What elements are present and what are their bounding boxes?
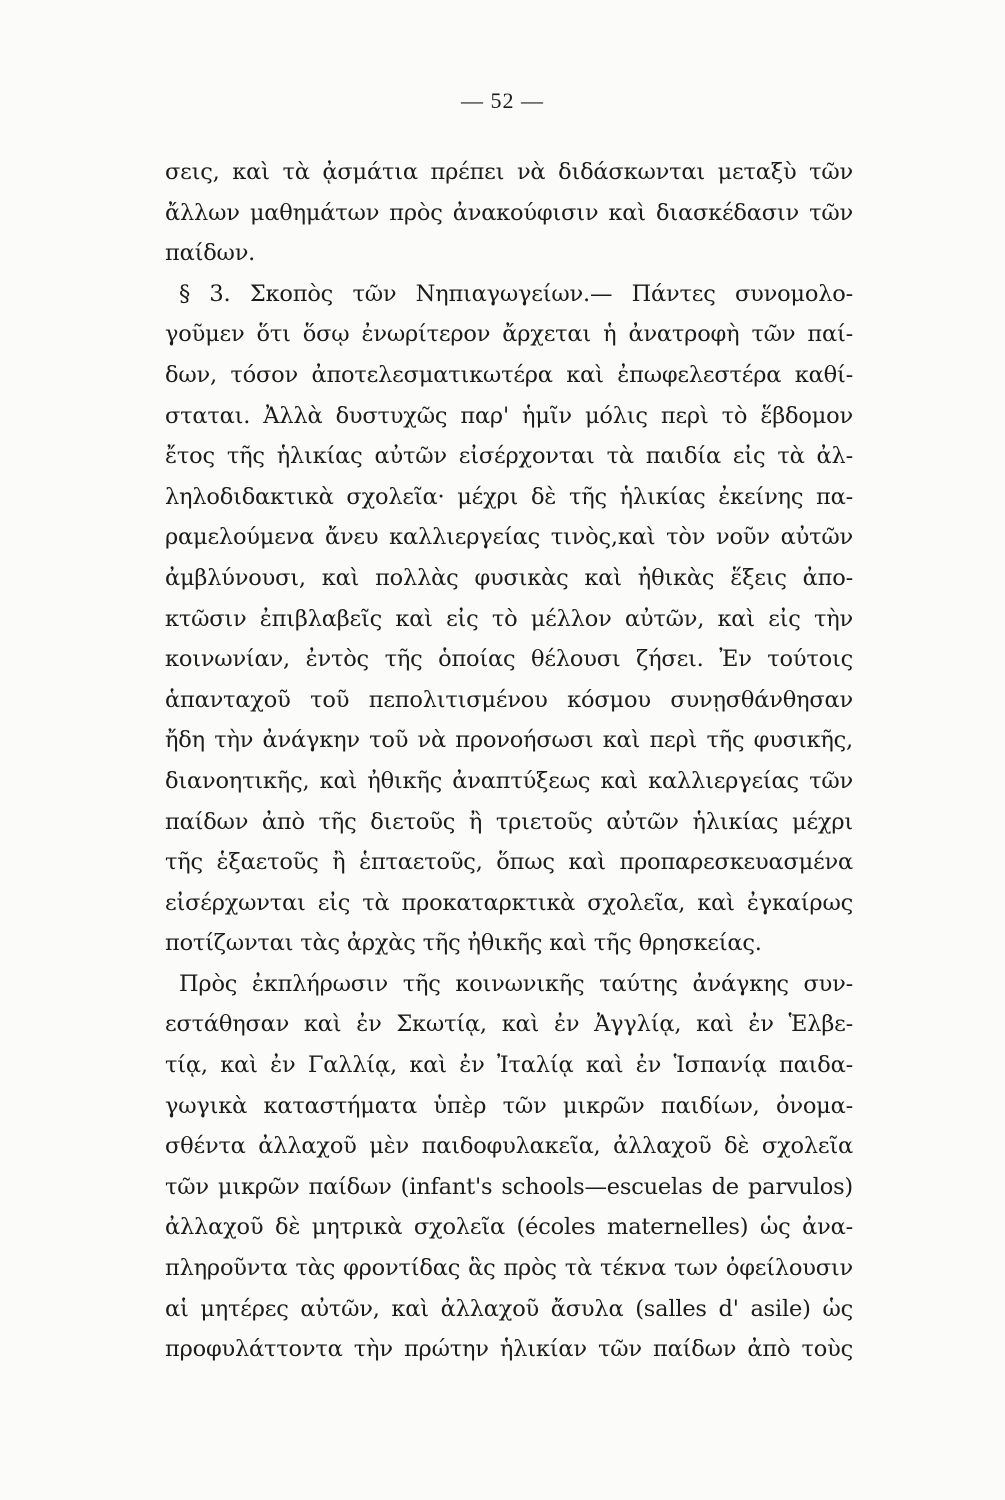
text-line: ἁπανταχοῦ τοῦ πεπολιτισμένου κόσμου συνῃσθάνθησαν: [165, 686, 853, 713]
section-heading-line: § 3. Σκοπὸς τῶν Νηπιαγωγείων.— Πάντες συνομολο-: [179, 280, 853, 307]
text-line: κοινωνίαν, ἐντὸς τῆς ὁποίας θέλουσι ζήσει. Ἐν τούτοις: [165, 646, 853, 673]
text-line: πληροῦντα τὰς φροντίδας ἃς πρὸς τὰ τέκνα των ὀφείλουσιν: [165, 1255, 853, 1282]
paragraph-start-line: Πρὸς ἐκπλήρωσιν τῆς κοινωνικῆς ταύτης ἀνάγκης συν-: [179, 970, 853, 997]
text-line: γωγικὰ καταστήματα ὑπὲρ τῶν μικρῶν παιδίων, ὀνομα-: [165, 1092, 853, 1119]
text-line: σταται. Ἀλλὰ δυστυχῶς παρ' ἡμῖν μόλις περὶ τὸ ἕβδομον: [165, 402, 853, 429]
text-line: ἄλλων μαθημάτων πρὸς ἀνακούφισιν καὶ διασκέδασιν τῶν: [165, 199, 853, 226]
text-line: ἤδη τὴν ἀνάγκην τοῦ νὰ προνοήσωσι καὶ περὶ τῆς φυσικῆς,: [165, 727, 853, 754]
text-line: τῶν μικρῶν παίδων (infant's schools—escuelas de parvulos): [165, 1173, 853, 1200]
text-line: ἔτος τῆς ἡλικίας αὐτῶν εἰσέρχονται τὰ παιδία εἰς τὰ ἀλ-: [165, 443, 853, 470]
text-line: παίδων.: [165, 240, 256, 267]
body-text: [165, 152, 853, 1370]
text-line: ποτίζωνται τὰς ἀρχὰς τῆς ἠθικῆς καὶ τῆς θρησκείας.: [165, 930, 762, 957]
text-line: σεις, καὶ τὰ ᾀσμάτια πρέπει νὰ διδάσκωνται μεταξὺ τῶν: [165, 159, 853, 185]
text-line: τῆς ἑξαετοῦς ἢ ἑπταετοῦς, ὅπως καὶ προπαρεσκευασμένα: [165, 849, 853, 876]
text-line: διανοητικῆς, καὶ ἠθικῆς ἀναπτύξεως καὶ καλλιεργείας τῶν: [165, 767, 853, 794]
text-line: γοῦμεν ὅτι ὅσῳ ἐνωρίτερον ἄρχεται ἡ ἀνατροφὴ τῶν παί-: [165, 321, 853, 348]
text-line: παίδων ἀπὸ τῆς διετοῦς ἢ τριετοῦς αὐτῶν ἡλικίας μέχρι: [165, 808, 853, 835]
text-line: εστάθησαν καὶ ἐν Σκωτίᾳ, καὶ ἐν Ἀγγλίᾳ, καὶ ἐν Ἑλβε-: [165, 1011, 853, 1038]
text-line: ραμελούμενα ἄνευ καλλιεργείας τινὸς,καὶ τὸν νοῦν αὐτῶν: [165, 524, 853, 551]
text-line: ἀλλαχοῦ δὲ μητρικὰ σχολεῖα (écoles maternelles) ὡς ἀνα-: [165, 1214, 853, 1241]
text-line: σθέντα ἀλλαχοῦ μὲν παιδοφυλακεῖα, ἀλλαχοῦ δὲ σχολεῖα: [165, 1133, 853, 1160]
text-line: προφυλάττοντα τὴν πρώτην ἡλικίαν τῶν παίδων ἀπὸ τοὺς: [165, 1336, 853, 1363]
text-line: ἀμβλύνουσι, καὶ πολλὰς φυσικὰς καὶ ἠθικὰς ἕξεις ἀπο-: [165, 564, 853, 591]
text-line: δων, τόσον ἀποτελεσματικωτέρα καὶ ἐπωφελεστέρα καθί-: [165, 361, 853, 388]
text-line: εἰσέρχωνται εἰς τὰ προκαταρκτικὰ σχολεῖα, καὶ ἐγκαίρως: [165, 889, 853, 916]
text-line: κτῶσιν ἐπιβλαβεῖς καὶ εἰς τὸ μέλλον αὐτῶν, καὶ εἰς τὴν: [165, 605, 853, 632]
page-number-header: — 52 —: [461, 88, 544, 113]
text-line: τίᾳ, καὶ ἐν Γαλλίᾳ, καὶ ἐν Ἰταλίᾳ καὶ ἐν Ἱσπανίᾳ παιδα-: [165, 1052, 853, 1079]
text-line: αἱ μητέρες αὐτῶν, καὶ ἀλλαχοῦ ἄσυλα (salles d' asile) ὡς: [165, 1295, 853, 1322]
text-line: ληλοδιδακτικὰ σχολεῖα· μέχρι δὲ τῆς ἡλικίας ἐκείνης πα-: [165, 483, 853, 510]
